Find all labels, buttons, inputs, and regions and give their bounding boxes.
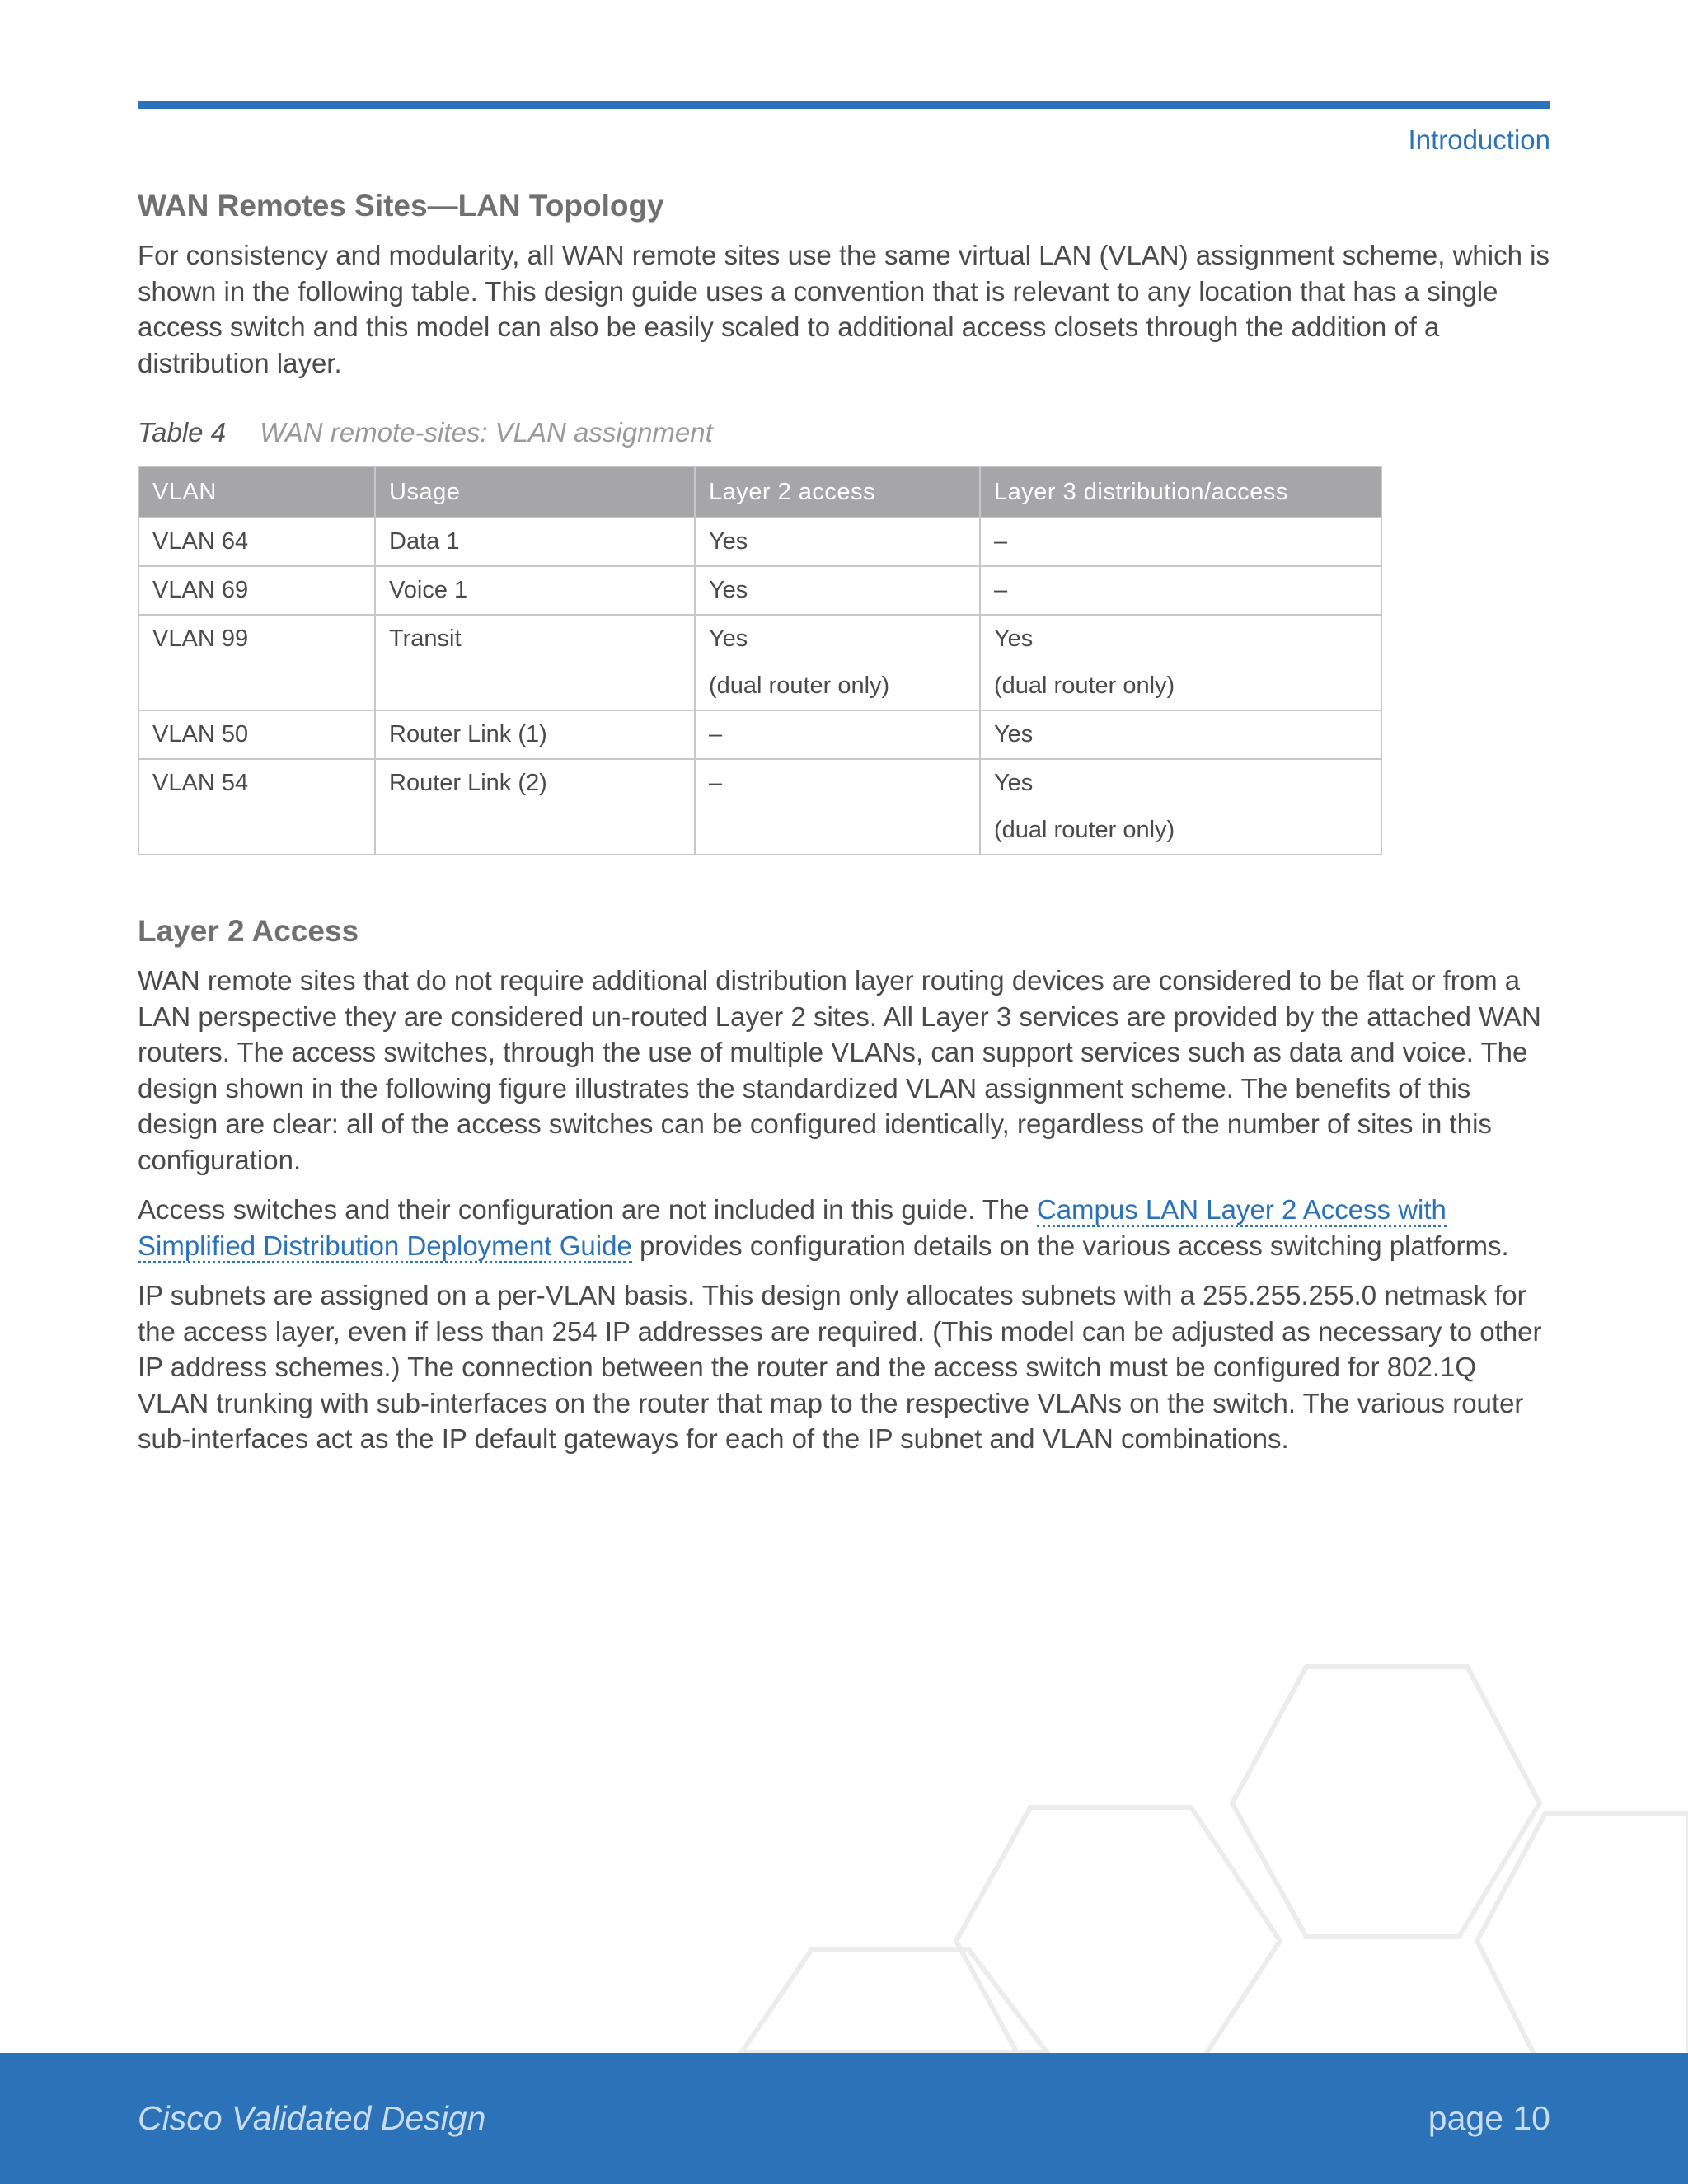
layer2-paragraph-1: WAN remote sites that do not require additional distribution layer routing devices are considered to be flat or from a LAN perspective they are considered un-routed Layer 2 sites. All Layer 3 services are provided by the attached WAN routers. The access switches, through the use of multiple VLANs, can support services such as data and voice. The design shown in the following figure illustrates the standardized VLAN assignment scheme. The benefits of this design are clear: all of the access switches can be configured identically, regardless of the number of sites in this configuration. <box>138 965 1541 1175</box>
cell-layer2-value: Yes <box>709 577 748 603</box>
cell-usage: Transit <box>375 615 695 710</box>
cell-usage: Voice 1 <box>375 566 695 615</box>
header-rule <box>138 101 1550 109</box>
cell-vlan: VLAN 54 <box>138 759 375 855</box>
cell-layer3 <box>980 566 1381 615</box>
table-header-row <box>138 466 1381 518</box>
cell-layer3 <box>980 759 1381 855</box>
cell-layer2 <box>695 710 980 759</box>
table-caption <box>138 414 1550 451</box>
cell-vlan: VLAN 99 <box>138 615 375 710</box>
column-header-usage: Usage <box>375 466 695 518</box>
cell-layer2-value: – <box>709 721 723 748</box>
cell-layer2-note: (dual router only) <box>709 673 890 699</box>
cell-layer2 <box>695 518 980 566</box>
footer-title: Cisco Validated Design <box>138 2099 486 2137</box>
table-caption-text: WAN remote-sites: VLAN assignment <box>260 417 713 448</box>
cell-layer3 <box>980 518 1381 566</box>
section-label: Introduction <box>1408 124 1550 155</box>
page-number: page 10 <box>1428 2099 1550 2137</box>
vlan-assignment-table <box>138 466 1382 855</box>
layer2-paragraph-3: IP subnets are assigned on a per-VLAN basis. This design only allocates subnets with a 255.255.255.0 netmask for the access layer, even if less than 254 IP addresses are required. (This model can be adjusted as necessary to other IP address schemes.) The connection between the router and the access switch must be configured for 802.1Q VLAN trunking with sub-interfaces on the router that map to the respective VLANs on the switch. The various router sub-interfaces act as the IP default gateways for each of the IP subnet and VLAN combinations. <box>138 1280 1542 1454</box>
paragraph-text: provides configuration details on the various access switching platforms. <box>631 1230 1509 1261</box>
cell-layer3-value: Yes <box>994 770 1034 796</box>
cell-layer2 <box>695 759 980 855</box>
cell-layer3-value: Yes <box>994 721 1034 748</box>
intro-paragraph: For consistency and modularity, all WAN remote sites use the same virtual LAN (VLAN) assignment scheme, which is shown in the following table. This design guide uses a convention that is relevant to any location that has a single access switch and this model can also be easily scaled to additional access closets through the addition of a distribution layer. <box>138 240 1550 378</box>
cell-vlan: VLAN 64 <box>138 518 375 566</box>
cell-layer2 <box>695 615 980 710</box>
cell-vlan: VLAN 69 <box>138 566 375 615</box>
page-content <box>138 183 1550 1471</box>
paragraph-text: Access switches and their configuration are not included in this guide. The <box>138 1194 1037 1225</box>
cell-layer2-value: Yes <box>709 528 748 555</box>
cell-layer3-value: – <box>994 577 1008 603</box>
table-row <box>138 566 1381 615</box>
cell-layer2-value: Yes <box>709 626 748 652</box>
column-header-vlan: VLAN <box>138 466 375 518</box>
cell-layer2 <box>695 566 980 615</box>
section-heading-layer2-access: Layer 2 Access <box>138 914 359 948</box>
cell-layer3 <box>980 615 1381 710</box>
cell-layer3-note: (dual router only) <box>994 673 1175 699</box>
cell-usage: Router Link (2) <box>375 759 695 855</box>
column-header-layer2: Layer 2 access <box>695 466 980 518</box>
cell-layer3-value: – <box>994 528 1008 555</box>
cell-layer3-note: (dual router only) <box>994 817 1175 843</box>
table-caption-label: Table 4 <box>138 417 227 448</box>
table-row <box>138 759 1381 855</box>
table-row <box>138 710 1381 759</box>
cell-layer3-value: Yes <box>994 626 1034 652</box>
cell-usage: Data 1 <box>375 518 695 566</box>
campus-lan-guide-link[interactable]: Campus LAN Layer 2 Access with Simplified Distribution Deployment Guide <box>138 1194 1447 1263</box>
column-header-layer3: Layer 3 distribution/access <box>980 466 1381 518</box>
layer2-paragraph-2 <box>138 1192 1550 1263</box>
section-heading-wan-topology: WAN Remotes Sites—LAN Topology <box>138 189 664 223</box>
cell-layer3 <box>980 710 1381 759</box>
cell-vlan: VLAN 50 <box>138 710 375 759</box>
table-row <box>138 518 1381 566</box>
cell-usage: Router Link (1) <box>375 710 695 759</box>
cell-layer2-value: – <box>709 770 723 796</box>
table-row <box>138 615 1381 710</box>
